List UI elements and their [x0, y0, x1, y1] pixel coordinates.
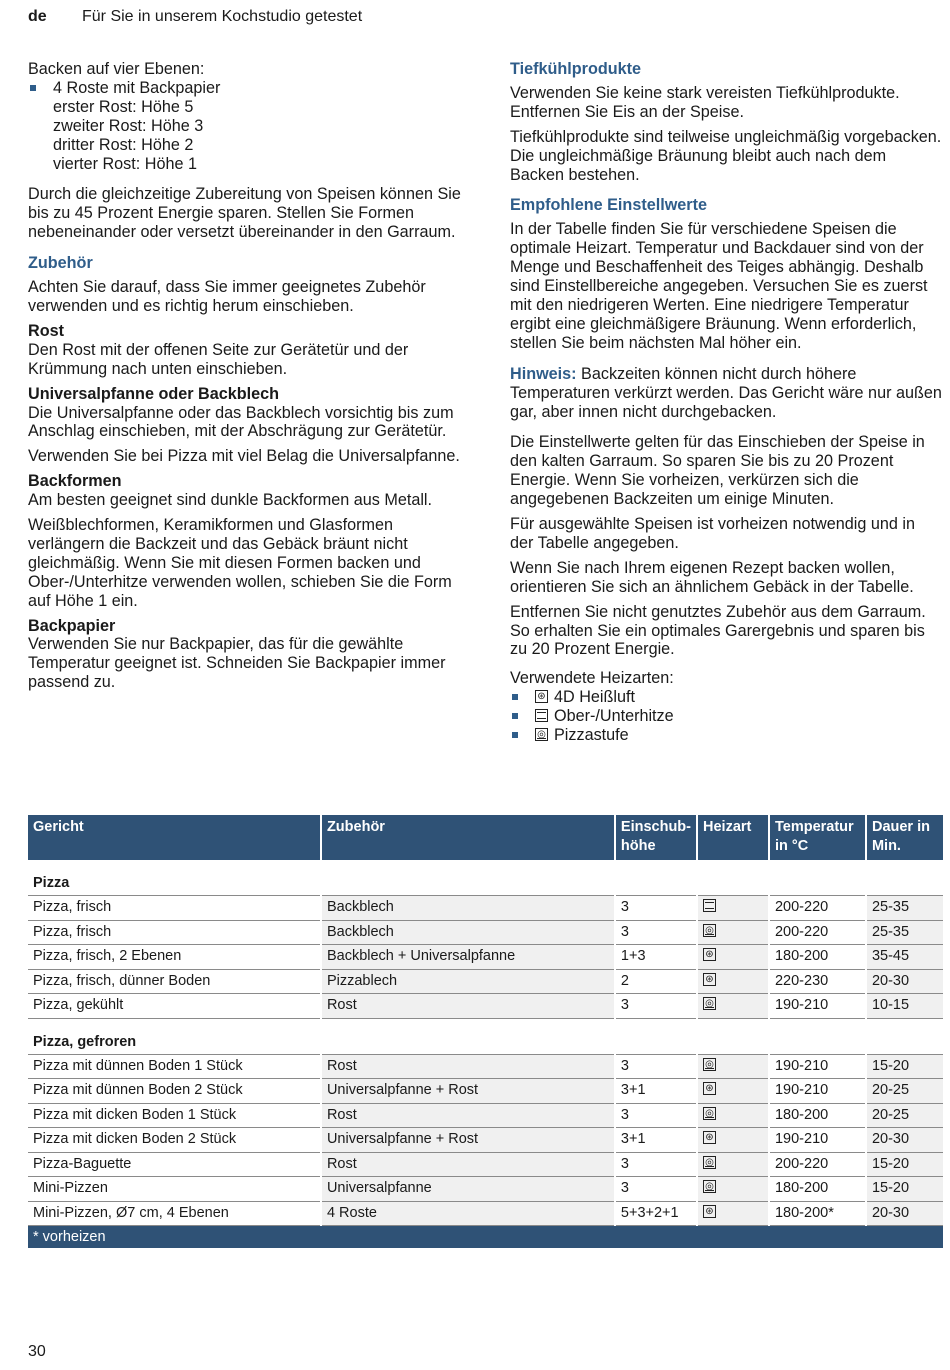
pizzastufe-icon [703, 1156, 716, 1169]
table-cell: 3 [615, 896, 697, 921]
right-column [510, 60, 942, 753]
table-cell: 25-35 [866, 896, 943, 921]
heizart-cell [697, 1103, 769, 1128]
list-item [510, 726, 942, 745]
table-cell: 220-230 [769, 969, 866, 994]
column-header: Einschub- höhe [615, 815, 697, 860]
backformen-text-2: Weißblechformen, Keramikformen und Glasformen verlängern die Backzeit und das Gebäck bräunt nicht gleichmäßig. Wenn Sie mit diesen Formen backen und Ober-/Unterhitze verwenden wollen, schieben Sie die Form auf Höhe 1 ein. [28, 516, 452, 610]
table-cell: 3 [615, 1103, 697, 1128]
4d-heissluft-icon [703, 1082, 716, 1095]
4d-heissluft-icon [703, 973, 716, 986]
paragraph: Die Einstellwerte gelten für das Einschieben der Speise in den kalten Garraum. So sparen Sie bis zu 20 Prozent Energie. Wenn Sie vorheizen, verkürzen sich die angegebenen Backzeiten um einige Minuten. [510, 433, 925, 509]
table-group-row [28, 1018, 943, 1054]
table-cell: 190-210 [769, 994, 866, 1019]
table-cell: Pizza, frisch, dünner Boden [28, 969, 321, 994]
table-cell: Pizza-Baguette [28, 1152, 321, 1177]
pizzastufe-icon [703, 1180, 716, 1193]
table-cell: Backblech [321, 896, 615, 921]
table-cell: 3+1 [615, 1079, 697, 1104]
table-cell: 3 [615, 1152, 697, 1177]
list-item [510, 707, 942, 726]
table-cell: Rost [321, 994, 615, 1019]
table-cell: 3 [615, 1177, 697, 1202]
backformen-title: Backformen [28, 472, 122, 491]
intro-label: Backen auf vier Ebenen: [28, 60, 205, 78]
backpapier-title: Backpapier [28, 616, 116, 635]
4d-heissluft-icon [703, 1205, 716, 1218]
paragraph: Für ausgewählte Speisen ist vorheizen notwendig und in der Tabelle angegeben. [510, 515, 915, 552]
table-cell: 180-200 [769, 945, 866, 970]
hinweis-label: Hinweis: [510, 364, 577, 383]
table-cell: Pizzablech [321, 969, 615, 994]
backpapier-text: Verwenden Sie nur Backpapier, das für die gewählte Temperatur geeignet ist. Schneiden Sie Backpapier immer passend zu. [28, 635, 446, 692]
4d-heissluft-icon [703, 948, 716, 961]
ober-unterhitze-icon [535, 709, 548, 722]
table-footnote-row [28, 1226, 943, 1249]
table-cell: 20-30 [866, 969, 943, 994]
table-row [28, 1054, 943, 1079]
table-cell: 2 [615, 969, 697, 994]
settings-table [28, 815, 943, 1248]
column-header: Heizart [697, 815, 769, 860]
table-cell: 25-35 [866, 920, 943, 945]
footnote: * vorheizen [28, 1226, 943, 1249]
heizart-label: Pizzastufe [554, 726, 629, 745]
table-cell: Universalpfanne + Rost [321, 1079, 615, 1104]
pfanne-text: Die Universalpfanne oder das Backblech vorsichtig bis zum Anschlag einschieben, mit der Abschrägung zur Gerätetür. [28, 403, 454, 441]
table-cell: Pizza, gekühlt [28, 994, 321, 1019]
table-row [28, 1103, 943, 1128]
list-item: 4 Roste mit Backpapier [28, 79, 468, 98]
table-cell: Backblech [321, 920, 615, 945]
rost-text: Den Rost mit der offenen Seite zur Gerätetür und der Krümmung nach unten einschieben. [28, 340, 409, 378]
table-cell: 190-210 [769, 1054, 866, 1079]
zubehoer-text: Achten Sie darauf, dass Sie immer geeignetes Zubehör verwenden und es richtig herum einschieben. [28, 278, 426, 315]
table-cell: 200-220 [769, 896, 866, 921]
table-cell: 15-20 [866, 1177, 943, 1202]
heizart-cell [697, 1054, 769, 1079]
table-header-row [28, 815, 943, 860]
table-cell: Rost [321, 1152, 615, 1177]
table-cell: 20-25 [866, 1079, 943, 1104]
table-cell: Mini-Pizzen, Ø7 cm, 4 Ebenen [28, 1201, 321, 1226]
heizart-cell [697, 1201, 769, 1226]
heizart-cell [697, 945, 769, 970]
table-cell: Pizza, frisch, 2 Ebenen [28, 945, 321, 970]
4d-heissluft-icon [703, 1131, 716, 1144]
table-cell: 3 [615, 1054, 697, 1079]
table-row [28, 1152, 943, 1177]
group-title: Pizza [28, 860, 943, 896]
table-cell: Pizza, frisch [28, 896, 321, 921]
table-cell: Backblech + Universalpfanne [321, 945, 615, 970]
table-row [28, 994, 943, 1019]
paragraph: Entfernen Sie nicht genutztes Zubehör aus dem Garraum. So erhalten Sie ein optimales Garergebnis und sparen bis zu 20 Prozent Energie. [510, 602, 926, 659]
intro-paragraph: Durch die gleichzeitige Zubereitung von Speisen können Sie bis zu 45 Prozent Energie sparen. Stellen Sie Formen nebeneinander oder versetzt übereinander in den Garraum. [28, 185, 461, 242]
tiefkuehl-text: Verwenden Sie keine stark vereisten Tiefkühlprodukte. Entfernen Sie Eis an der Speise. [510, 83, 900, 121]
ober-unterhitze-icon [703, 899, 716, 912]
heizart-cell [697, 920, 769, 945]
left-column [28, 60, 468, 698]
column-header: Gericht [28, 815, 321, 860]
table-row [28, 920, 943, 945]
table-cell: 35-45 [866, 945, 943, 970]
column-header: Dauer in Min. [866, 815, 943, 860]
list-item: dritter Rost: Höhe 2 [53, 135, 194, 154]
table-head [28, 815, 943, 860]
heizart-cell [697, 1079, 769, 1104]
pizzastufe-icon [703, 997, 716, 1010]
pfanne-title: Universalpfanne oder Backblech [28, 384, 279, 403]
table-cell: 20-30 [866, 1201, 943, 1226]
table-cell: 200-220 [769, 1152, 866, 1177]
header-title: Für Sie in unserem Kochstudio getestet [82, 8, 363, 25]
table-cell: Rost [321, 1103, 615, 1128]
heizart-cell [697, 994, 769, 1019]
table-cell: 15-20 [866, 1152, 943, 1177]
page-header [28, 8, 363, 26]
table-cell: 10-15 [866, 994, 943, 1019]
pizzastufe-icon [703, 1058, 716, 1071]
pfanne-text-2: Verwenden Sie bei Pizza mit viel Belag die Universalpfanne. [28, 447, 460, 466]
table-cell: 1+3 [615, 945, 697, 970]
list-item: erster Rost: Höhe 5 [53, 97, 194, 116]
heizart-label: 4D Heißluft [554, 688, 635, 707]
table-cell: 180-200 [769, 1177, 866, 1202]
table-cell: Rost [321, 1054, 615, 1079]
heizart-cell [697, 1177, 769, 1202]
intro-sublist [28, 98, 468, 174]
heizarten-list [510, 688, 942, 745]
pizzastufe-icon [703, 924, 716, 937]
column-header: Zubehör [321, 815, 615, 860]
table-row [28, 1079, 943, 1104]
table-cell: 180-200 [769, 1103, 866, 1128]
hinweis-note [510, 365, 942, 422]
pizzastufe-icon [703, 1107, 716, 1120]
group-title: Pizza, gefroren [28, 1018, 943, 1054]
table-cell: 3 [615, 994, 697, 1019]
tiefkuehl-text-2: Tiefkühlprodukte sind teilweise ungleichmäßig vorgebacken. Die ungleichmäßige Bräunung bleibt auch nach dem Backen bestehen. [510, 127, 942, 184]
rost-title: Rost [28, 321, 64, 340]
table-cell: Mini-Pizzen [28, 1177, 321, 1202]
4d-heissluft-icon [535, 690, 548, 703]
table-cell: Pizza mit dünnen Boden 1 Stück [28, 1054, 321, 1079]
backformen-text: Am besten geeignet sind dunkle Backformen aus Metall. [28, 491, 433, 510]
table-cell: 3+1 [615, 1128, 697, 1153]
heizart-cell [697, 1128, 769, 1153]
table-cell: Universalpfanne [321, 1177, 615, 1202]
table-row [28, 1128, 943, 1153]
heizart-cell [697, 896, 769, 921]
list-item: vierter Rost: Höhe 1 [53, 154, 197, 173]
table-cell: 20-30 [866, 1128, 943, 1153]
empfohlene-text: In der Tabelle finden Sie für verschiedene Speisen die optimale Heizart. Temperatur und Backdauer sind von der Menge und Beschaffenheit des Teiges abhängig. Deshalb sind Einstellbereiche angegeben. Versuchen Sie es zuerst mit den niedrigeren Werten. Eine niedrigere Temperatur ergibt eine gleichmäßigere Bräunung. Wenn erforderlich, stellen Sie beim nächsten Mal höher ein. [510, 220, 928, 352]
table-cell: 15-20 [866, 1054, 943, 1079]
table-cell: Universalpfanne + Rost [321, 1128, 615, 1153]
page-number: 30 [28, 1343, 46, 1360]
table-cell: 180-200* [769, 1201, 866, 1226]
intro-list [28, 79, 468, 98]
table-cell: 190-210 [769, 1128, 866, 1153]
list-item: zweiter Rost: Höhe 3 [53, 116, 204, 135]
hinweis-text: Backzeiten können nicht durch höhere Temperaturen verkürzt werden. Das Gericht wäre nur außen gar, aber innen nicht durchgebacken. [510, 364, 942, 421]
heizarten-label: Verwendete Heizarten: [510, 669, 674, 688]
table-row [28, 1177, 943, 1202]
table-cell: 190-210 [769, 1079, 866, 1104]
heizart-cell [697, 969, 769, 994]
language-code: de [28, 8, 47, 25]
table-cell: Pizza mit dünnen Boden 2 Stück [28, 1079, 321, 1104]
table-row [28, 1201, 943, 1226]
table-cell: 200-220 [769, 920, 866, 945]
heizart-label: Ober-/Unterhitze [554, 707, 674, 726]
paragraph: Wenn Sie nach Ihrem eigenen Rezept backen wollen, orientieren Sie sich an ähnlichem Gebäck in der Tabelle. [510, 558, 914, 596]
table-cell: 3 [615, 920, 697, 945]
table-cell: 4 Roste [321, 1201, 615, 1226]
table-cell: Pizza mit dicken Boden 2 Stück [28, 1128, 321, 1153]
column-header: Temperatur in °C [769, 815, 866, 860]
tiefkuehl-heading: Tiefkühlprodukte [510, 60, 642, 78]
table-cell: 5+3+2+1 [615, 1201, 697, 1226]
table-row [28, 969, 943, 994]
table-cell: 20-25 [866, 1103, 943, 1128]
empfohlene-heading: Empfohlene Einstellwerte [510, 196, 707, 215]
table-body [28, 860, 943, 1248]
table-row [28, 945, 943, 970]
table-row [28, 896, 943, 921]
list-item [510, 688, 942, 707]
heizart-cell [697, 1152, 769, 1177]
table-cell: Pizza, frisch [28, 920, 321, 945]
zubehoer-heading: Zubehör [28, 254, 93, 273]
table-cell: Pizza mit dicken Boden 1 Stück [28, 1103, 321, 1128]
table-group-row [28, 860, 943, 896]
pizzastufe-icon [535, 728, 548, 741]
